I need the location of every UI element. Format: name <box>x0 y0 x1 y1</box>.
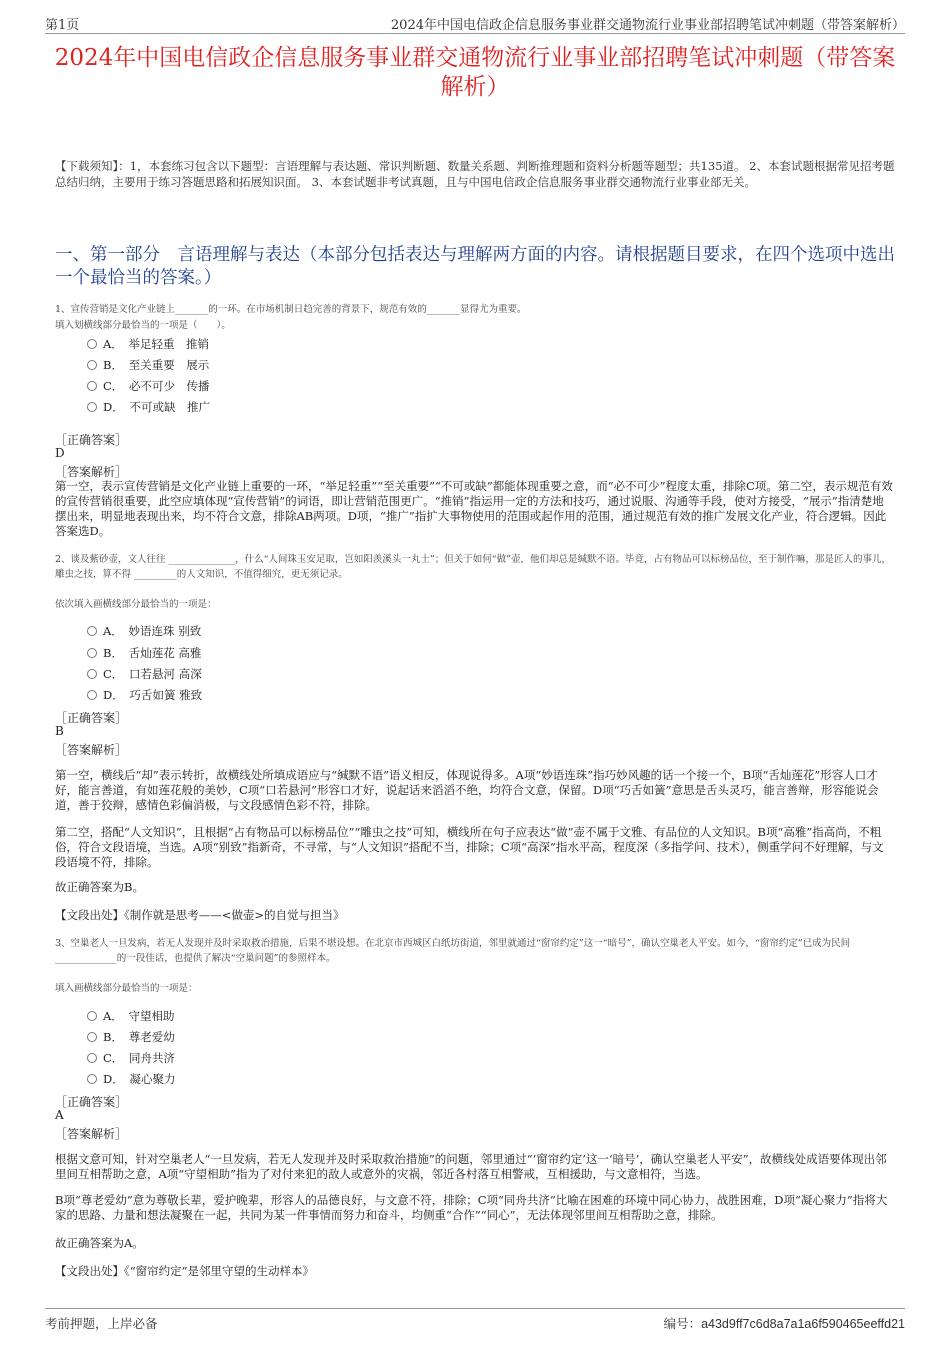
question-3-answer: A <box>55 1108 64 1122</box>
question-3-source: 【文段出处】《“窗帘约定”是邻里守望的生动样本》 <box>55 1264 315 1278</box>
radio-icon <box>87 1053 97 1063</box>
radio-icon <box>87 690 97 700</box>
correct-answer-label: ［正确答案］ <box>55 1095 128 1109</box>
section-heading: 一、第一部分 言语理解与表达（本部分包括表达与理解两方面的内容。请根据题目要求，在四个选项中选出一个最恰当的答案。） <box>55 245 895 288</box>
radio-icon <box>87 669 97 679</box>
question-1-option-a[interactable]: A． 举足轻重 推销 <box>87 336 209 352</box>
correct-answer-label: ［正确答案］ <box>55 711 128 725</box>
analysis-label: ［答案解析］ <box>55 1127 128 1141</box>
question-2-option-a[interactable]: A． 妙语连珠 别致 <box>87 623 201 639</box>
radio-icon <box>87 626 97 636</box>
question-2-analysis-2: 第二空，搭配“人文知识”，且根据“占有物品可以标榜品位”“雕虫之技”可知，横线所在句子应表达“做”壶不属于文雅、有品位的人文知识。B项“高雅”指高尚，不粗俗，符合文段语境，当选。A项“别致”指新奇，不寻常，与“人文知识”搭配不当，排除；C项“高深”指水平高，程度深（多指学问、技术），侧重学问不好理解，与文段语境不符，排除。 <box>55 825 884 869</box>
radio-icon <box>87 1032 97 1042</box>
question-3-stem: 3、空巢老人一旦发病，若无人发现并及时采取救治措施，后果不堪设想。在北京市西城区白纸坊街道，邻里就通过“窗帘约定”这一“暗号”，确认空巢老人平安。如今，“窗帘约定”已成为民间 _____________的一段佳话，也提供了解决“空巢问题”的参照样本。 <box>55 938 851 964</box>
question-2-option-d[interactable]: D． 巧舌如簧 雅致 <box>87 687 202 703</box>
footer-divider <box>45 1308 905 1309</box>
question-2-stem: 2、谈及紫砂壶，文人往往 ______________，什么“人间珠玉安足取，岂如阳羡溪头一丸土”；但关于如何“做”壶，他们却总是缄默不语。毕竟，占有物品可以标榜品位，至于制作嘛，那是匠人的事儿，雕虫之技，算不得 _________的人文知识，不值得细究，更无须记录。 <box>55 554 891 580</box>
download-notice: 【下载须知】：1，本套练习包含以下题型：言语理解与表达题、常识判断题、数量关系题、判断推理题和资料分析题等题型；共135道。 2、本套试题根据常见招考题总结归纳，主要用于练习答题思路和拓展知识面。 3、本套试题非考试真题，且与中国电信政企信息服务事业群交通物流行业事业部无关。 <box>55 159 895 189</box>
header-page-number: 第1页 <box>45 18 80 33</box>
header-divider <box>45 33 905 34</box>
radio-icon <box>87 1074 97 1084</box>
question-1-analysis: 第一空，表示宣传营销是文化产业链上重要的一环，“举足轻重”“至关重要”“不可或缺”都能体现重要之意，而“必不可少”程度太重，排除C项。第二空，表示规范有效的宣传营销很重要，此空应填体现“宣传营销”的词语，即让营销范围更广。“推销”指运用一定的方法和技巧，通过说服、沟通等手段，使对方接受，“展示”指清楚地摆出来，明显地表现出来，均不符合文意，排除AB两项。D项，“推广”指扩大事物使用的范围或起作用的范围，通过规范有效的推广发展文化产业，符合逻辑。因此答案选D。 <box>55 479 893 538</box>
question-1-option-b[interactable]: B． 至关重要 展示 <box>87 357 209 373</box>
question-3-analysis-2: B项“尊老爱幼”意为尊敬长辈，爱护晚辈，形容人的品德良好，与文意不符，排除；C项“同舟共济”比喻在困难的环境中同心协力，战胜困难，D项“凝心聚力”指将大家的思路、力量和想法凝聚在一起，共同为某一件事情而努力和奋斗，均侧重“合作”“同心”，无法体现邻里间互相帮助之意，排除。 <box>55 1193 888 1222</box>
header-doc-title: 2024年中国电信政企信息服务事业群交通物流行业事业部招聘笔试冲刺题（带答案解析） <box>390 18 905 33</box>
footer-slogan: 考前押题，上岸必备 <box>45 1316 158 1331</box>
radio-icon <box>87 339 97 349</box>
question-1-option-d[interactable]: D． 不可或缺 推广 <box>87 399 210 415</box>
question-2-analysis-1: 第一空，横线后“却”表示转折，故横线处所填成语应与“缄默不语”语义相反，体现说得多。A项“妙语连珠”指巧妙风趣的话一个接一个，B项“舌灿莲花”形容人口才好，能言善道，有如莲花般的美妙，C项“口若悬河”形容口才好，说起话来滔滔不绝，均符合文意，保留。D项“巧舌如簧”意思是舌头灵巧，能言善辩，形容能说会道，善于狡辩，感情色彩偏消极，与文段感情色彩不符，排除。 <box>55 768 879 812</box>
correct-answer-label: ［正确答案］ <box>55 433 128 447</box>
radio-icon <box>87 381 97 391</box>
question-1-stem: 1、宣传营销是文化产业链上_______的一环。在市场机制日趋完善的背景下，规范有效的_______显得尤为重要。 <box>55 304 527 315</box>
analysis-label: ［答案解析］ <box>55 743 128 757</box>
question-2-answer: B <box>55 724 64 738</box>
question-1-option-c[interactable]: C． 必不可少 传播 <box>87 378 210 394</box>
analysis-label: ［答案解析］ <box>55 465 128 479</box>
question-3-option-c[interactable]: C． 同舟共济 <box>87 1050 175 1066</box>
radio-icon <box>87 1011 97 1021</box>
radio-icon <box>87 648 97 658</box>
question-1-prompt: 填入划横线部分最恰当的一项是（ ）。 <box>55 320 231 331</box>
question-2-option-b[interactable]: B． 舌灿莲花 高雅 <box>87 645 201 661</box>
question-3-option-a[interactable]: A． 守望相助 <box>87 1008 175 1024</box>
footer-doc-id: 编号：a43d9ff7c6d8a7a1a6f590465eeffd21 <box>663 1317 905 1331</box>
question-2-source: 【文段出处】《制作就是思考——<做壶>的自觉与担当》 <box>55 908 345 922</box>
page-title: 2024年中国电信政企信息服务事业群交通物流行业事业部招聘笔试冲刺题（带答案解析） <box>54 45 896 100</box>
question-2-option-c[interactable]: C． 口若悬河 高深 <box>87 666 202 682</box>
question-3-option-d[interactable]: D． 凝心聚力 <box>87 1071 175 1087</box>
question-3-analysis-1: 根据文意可知，针对空巢老人“一旦发病，若无人发现并及时采取救治措施”的问题，邻里通过“‘窗帘约定’这一‘暗号’，确认空巢老人平安”，故横线处成语要体现出邻里间互相帮助之意，A项“守望相助”指为了对付来犯的敌人或意外的灾祸，邻近各村落互相警戒，互相援助，与文意相符，当选。 <box>55 1152 887 1181</box>
question-3-conclusion: 故正确答案为A。 <box>55 1236 144 1250</box>
question-3-option-b[interactable]: B． 尊老爱幼 <box>87 1029 175 1045</box>
question-1-answer: D <box>55 446 65 460</box>
radio-icon <box>87 402 97 412</box>
radio-icon <box>87 360 97 370</box>
question-2-prompt: 依次填入画横线部分最恰当的一项是： <box>55 599 217 610</box>
question-2-conclusion: 故正确答案为B。 <box>55 880 144 894</box>
question-3-prompt: 填入画横线部分最恰当的一项是： <box>55 983 198 994</box>
